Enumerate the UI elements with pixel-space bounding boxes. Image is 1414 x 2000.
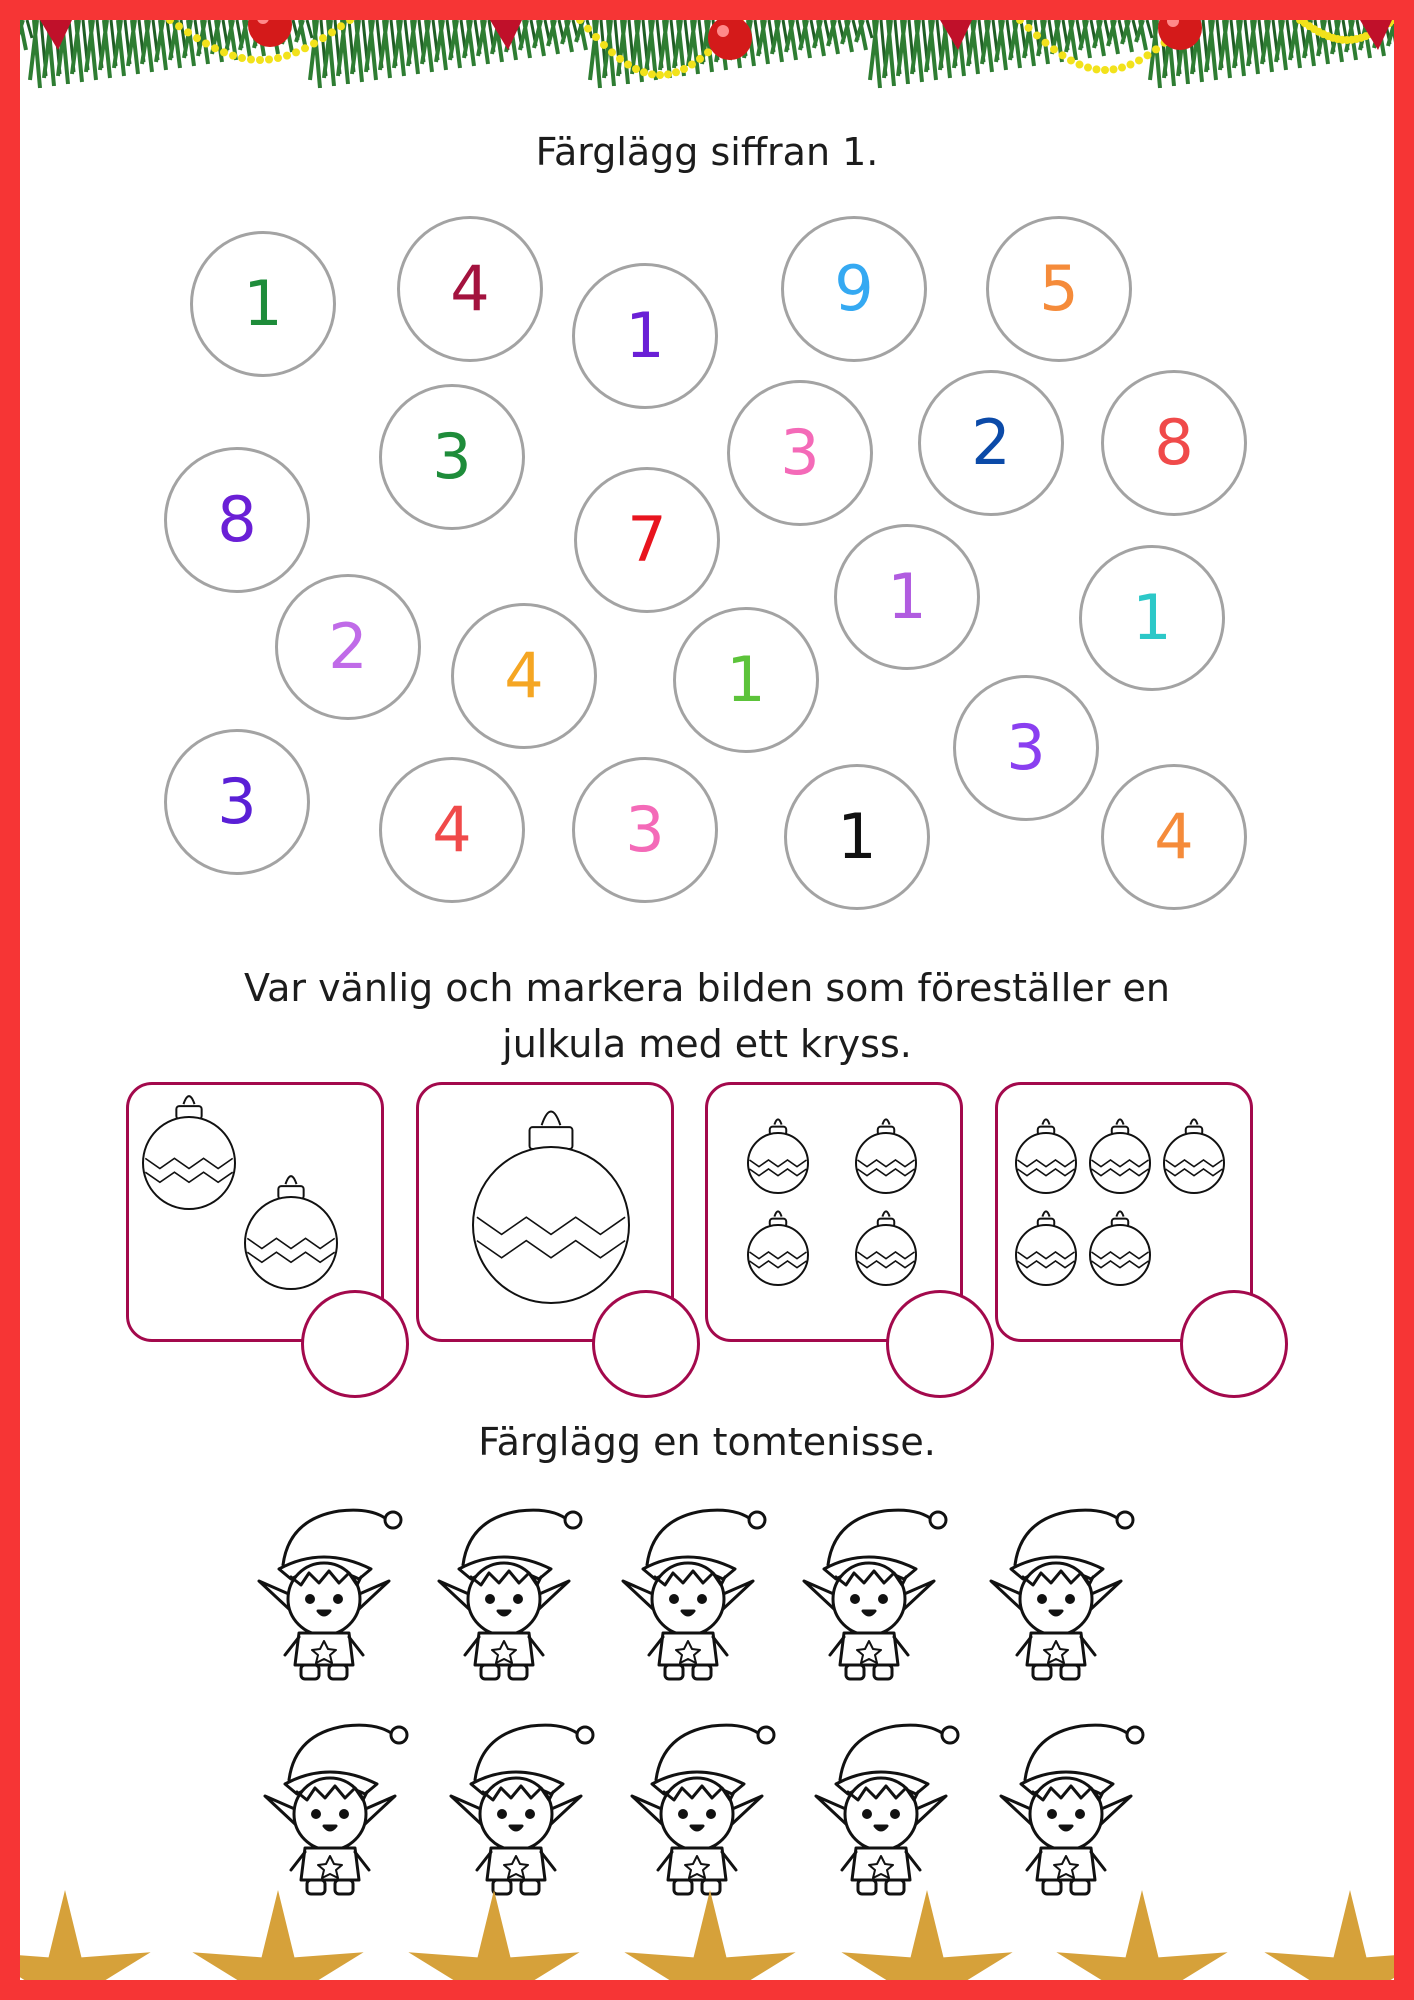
number-bubble[interactable] <box>397 216 543 362</box>
section-1-title: Färglägg siffran 1. <box>535 130 879 174</box>
number-bubble-digit: 8 <box>217 483 257 556</box>
number-bubble-digit: 3 <box>217 765 257 838</box>
number-bubble-digit: 7 <box>627 503 667 576</box>
number-bubble[interactable] <box>572 263 718 409</box>
number-bubble-digit: 3 <box>1006 711 1046 784</box>
number-bubble[interactable] <box>574 467 720 613</box>
answer-checkbox-circle[interactable] <box>592 1290 700 1398</box>
number-bubble[interactable] <box>784 764 930 910</box>
number-bubble[interactable] <box>572 757 718 903</box>
number-bubble[interactable] <box>727 380 873 526</box>
pine-garland-decoration <box>20 20 1394 110</box>
elf-coloring-figure[interactable] <box>431 1710 601 1900</box>
number-bubble[interactable] <box>379 757 525 903</box>
answer-checkbox-circle[interactable] <box>886 1290 994 1398</box>
section-2-title-line-1: Var vänlig och markera bilden som föreställer en <box>244 966 1170 1010</box>
number-bubble-digit: 1 <box>625 299 665 372</box>
number-bubble[interactable] <box>918 370 1064 516</box>
elf-coloring-figure[interactable] <box>796 1710 966 1900</box>
elf-coloring-figure[interactable] <box>612 1710 782 1900</box>
elf-coloring-figure[interactable] <box>603 1495 773 1685</box>
section-2-title-line-2: julkula med ett kryss. <box>502 1022 912 1066</box>
number-bubble-digit: 4 <box>432 793 472 866</box>
number-bubble-digit: 3 <box>432 420 472 493</box>
number-bubble[interactable] <box>190 231 336 377</box>
number-bubble[interactable] <box>953 675 1099 821</box>
elf-coloring-figure[interactable] <box>245 1710 415 1900</box>
number-bubble[interactable] <box>834 524 980 670</box>
number-bubble-digit: 9 <box>834 252 874 325</box>
section-2-title <box>0 960 1414 1072</box>
number-bubble[interactable] <box>1079 545 1225 691</box>
elf-coloring-figure[interactable] <box>981 1710 1151 1900</box>
elf-coloring-figure[interactable] <box>419 1495 589 1685</box>
answer-checkbox-circle[interactable] <box>1180 1290 1288 1398</box>
number-bubble[interactable] <box>379 384 525 530</box>
number-bubble-digit: 3 <box>780 416 820 489</box>
number-bubble[interactable] <box>781 216 927 362</box>
number-bubble-digit: 2 <box>971 406 1011 479</box>
number-bubble[interactable] <box>164 729 310 875</box>
number-bubble-digit: 4 <box>450 252 490 325</box>
number-bubble-digit: 1 <box>726 643 766 716</box>
number-bubble[interactable] <box>164 447 310 593</box>
number-bubble-digit: 4 <box>1154 800 1194 873</box>
elf-coloring-figure[interactable] <box>239 1495 409 1685</box>
answer-checkbox-circle[interactable] <box>301 1290 409 1398</box>
number-bubble-digit: 1 <box>887 560 927 633</box>
number-bubble[interactable] <box>275 574 421 720</box>
number-bubble[interactable] <box>451 603 597 749</box>
number-bubble-digit: 3 <box>625 793 665 866</box>
number-bubble-digit: 1 <box>1132 581 1172 654</box>
elf-coloring-figure[interactable] <box>784 1495 954 1685</box>
number-bubble-digit: 2 <box>328 610 368 683</box>
elf-coloring-figure[interactable] <box>971 1495 1141 1685</box>
number-bubble-digit: 4 <box>504 639 544 712</box>
number-bubble[interactable] <box>1101 764 1247 910</box>
number-bubble[interactable] <box>986 216 1132 362</box>
number-bubble-digit: 1 <box>837 800 877 873</box>
number-bubble-digit: 8 <box>1154 406 1194 479</box>
number-bubble-digit: 5 <box>1039 252 1079 325</box>
number-bubble-digit: 1 <box>243 267 283 340</box>
star-row-decoration <box>20 1890 1394 1980</box>
section-3-title: Färglägg en tomtenisse. <box>478 1420 936 1464</box>
number-bubble[interactable] <box>673 607 819 753</box>
number-bubble[interactable] <box>1101 370 1247 516</box>
